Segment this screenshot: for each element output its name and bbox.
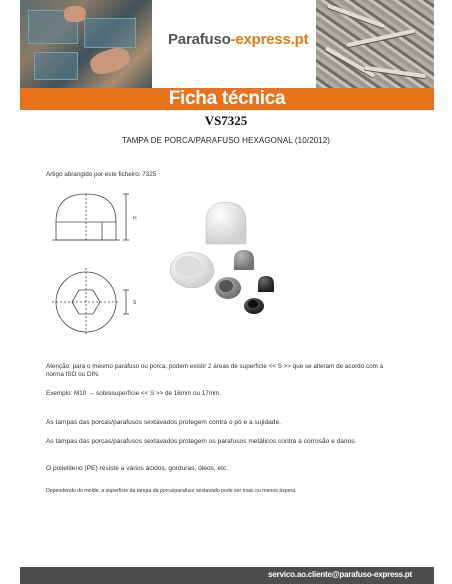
surface-paragraph: Dependendo do molde, a superfície da tampa da porca/parafuso sextavado pode ser mais ou menos áspera. xyxy=(46,488,297,494)
article-line: Artigo abrangido por este ficheiro: 7325 xyxy=(46,171,157,178)
contact-email: servico.ao.cliente@parafuso-express.pt xyxy=(268,570,412,579)
screws-photo xyxy=(316,0,434,88)
title-bar xyxy=(20,88,434,110)
note-paragraph-1: Atenção: para o mesmo parafuso ou porca, podem existir 2 áreas de superfície << S >> que se alteram de acordo com a xyxy=(46,363,384,370)
dust-paragraph: As tampas das porcas/parafusos sextavados protegem contra o pó e a sujidade. xyxy=(46,419,281,426)
note-paragraph-2: norma ISO ou DIN. xyxy=(46,371,100,378)
brand-accent: -express.pt xyxy=(230,31,309,48)
workbench-photo xyxy=(20,0,152,88)
polyethylene-paragraph: O polietileno (PE) resiste a vários ácidos, gorduras, óleos, etc. xyxy=(46,465,229,472)
s-dimension-label: S xyxy=(133,300,137,306)
header-banner xyxy=(20,0,434,88)
footer-bar xyxy=(20,567,434,584)
page-title: Ficha técnica xyxy=(168,88,286,109)
technical-drawing xyxy=(44,186,164,346)
h-dimension-label: H xyxy=(133,216,137,222)
product-subtitle: TAMPA DE PORCA/PARAFUSO HEXAGONAL (10/2012) xyxy=(121,136,331,145)
product-code: VS7325 xyxy=(204,113,248,128)
example-paragraph: Exemplo: M10 → sobresuperfície << S >> de 16mm ou 17mm. xyxy=(46,390,221,397)
brand-logo xyxy=(168,31,308,48)
caps-photo xyxy=(158,200,288,320)
corrosion-paragraph: As tampas das porcas/parafusos sextavados protegem os parafusos metálicos contra a corrosão e danos. xyxy=(46,438,357,445)
brand-main: Parafuso xyxy=(168,31,231,48)
